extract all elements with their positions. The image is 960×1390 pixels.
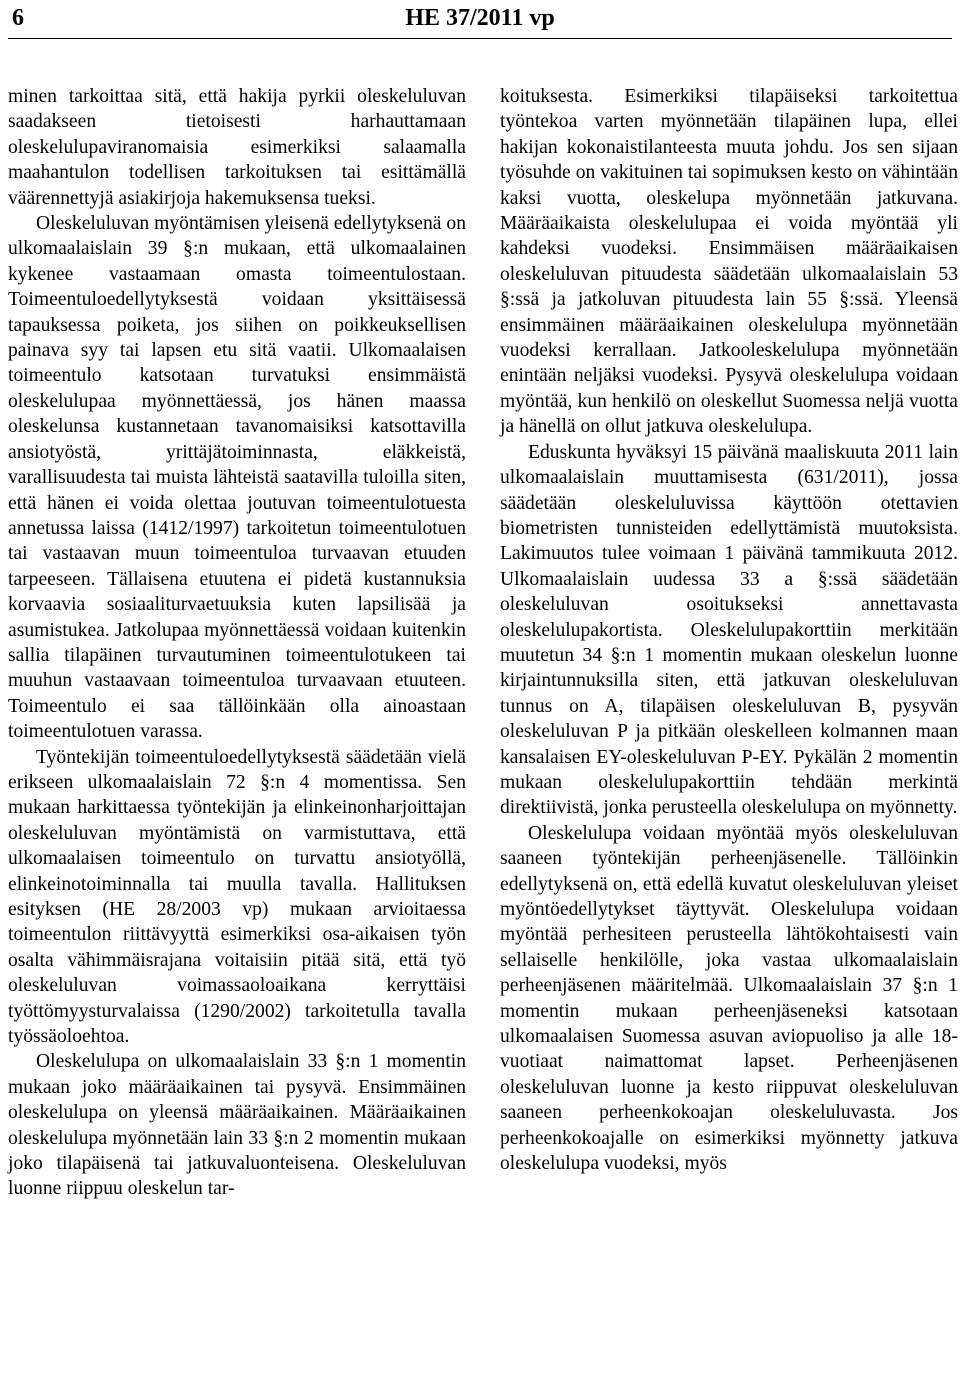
paragraph: koituksesta. Esimerkiksi tilapäiseksi tarkoitettua työntekoa varten myönnetään tilapäinen lupa, ellei hakijan kokonaistilanteesta muuta johdu. Jos sen sijaan työsuhde on vakituinen tai sopimuksen kesto on vähintään kaksi vuotta, oleskelupa myönnetään jatkuvana. Määräaikaista oleskelulupaa ei voida myöntää yli kahdeksi vuodeksi. Ensimmäisen määräaikaisen oleskeluluvan pituudesta säädetään ulkomaalaislain 53 §:ssä ja jatkoluvan pituudesta lain 55 §:ssä. Yleensä ensimmäinen määräaikainen oleskelulupa myönnetään vuodeksi kerrallaan. Jatkooleskelulupa myönnetään enintään neljäksi vuodeksi. Pysyvä oleskelulupa voidaan myöntää, kun henkilö on oleskellut Suomessa neljä vuotta ja hänellä on ollut jatkuva oleskelulupa. — [500, 86, 958, 438]
paragraph: Työntekijän toimeentuloedellytyksestä säädetään vielä erikseen ulkomaalaislain 72 §:n 4 momentissa. Sen mukaan harkittaessa työntekijän ja elinkeinonharjoittajan oleskeluluvan myöntämistä on varmistuttava, että ulkomaalaisen toimeentulo on turvattu ansiotyöllä, elinkeinotoiminnalla tai muulla tavalla. Hallituksen esityksen (HE 28/2003 vp) mukaan arvioitaessa toimeentulon riittävyyttä esimerkiksi osa-aikaisen työn osalta vähimmäisrajana voitaisiin pitää sitä, että työ oleskeluluvan voimassaoloaikana kerryttäisi työttömyysturvalaissa (1290/2002) tarkoitetulla tavalla työssäoloehtoa. — [8, 746, 466, 1048]
paragraph: minen tarkoittaa sitä, että hakija pyrkii oleskeluluvan saadakseen tietoisesti harhauttamaan oleskelulupaviranomaisia esimerkiksi salaamalla maahantulon todellisen tarkoituksen tai esittämällä väärennettyjä asiakirjoja hakemuksensa tueksi. — [8, 86, 466, 209]
left-column — [8, 84, 466, 1202]
paragraph: Oleskeluluvan myöntämisen yleisenä edellytyksenä on ulkomaalaislain 39 §:n mukaan, että ulkomaalainen kykenee vastaamaan omasta toimeentulostaan. Toimeentuloedellytyksestä voidaan yksittäisessä tapauksessa poiketa, jos siihen on poikkeuksellisen painava syy tai lapsen etu sitä vaatii. Ulkomaalaisen toimeentulo katsotaan turvatuksi ensimmäistä oleskelulupaa myönnettäessä, jos hänen maassa oleskelunsa kustannetaan tavanomaisiksi katsottavilla ansiotyöstä, yrittäjätoiminnasta, eläkkeistä, varallisuudesta tai muista lähteistä saatavilla tuloilla siten, että hänen ei voida olettaa joutuvan toimeentulotuesta annetussa laissa (1412/1997) tarkoitetun toimeentulotuen tai vastaavan muun toimeentuloa turvaavan etuuden tarpeeseen. Tällaisena etuutena ei pidetä kustannuksia korvaavia sosiaaliturvaetuuksia kuten lapsilisää ja asumistukea. Jatkolupaa myönnettäessä voidaan kuitenkin sallia tilapäinen turvautuminen toimeentulotukeen tai muuhun vastaavaan toimeentuloa turvaavaan etuuteen. Toimeentulo ei saa tällöinkään olla ainoastaan toimeentulotuen varassa. — [8, 213, 466, 743]
page-number: 6 — [12, 5, 24, 31]
document-id: HE 37/2011 vp — [405, 5, 555, 31]
right-column — [500, 84, 958, 1176]
paragraph: Eduskunta hyväksyi 15 päivänä maaliskuuta 2011 lain ulkomaalaislain muuttamisesta (631/2011), jossa säädetään oleskeluluvissa käyttöön otettavien biometristen tunnisteiden edellyttämistä muutoksista. Lakimuutos tulee voimaan 1 päivänä tammikuuta 2012. Ulkomaalaislain uudessa 33 a §:ssä säädetään oleskeluluvan osoitukseksi annettavasta oleskelulupakortista. Oleskelulupakorttiin merkitään muutetun 34 §:n 1 momentin mukaan oleskelun luonne kirjaintunnuksilla siten, että jatkuvan oleskeluluvan tunnus on A, tilapäisen oleskeluluvan B, pysyvän oleskeluluvan P ja pitkään oleskelleen kolmannen maan kansalaisen EY-oleskeluluvan P-EY. Pykälän 2 momentin mukaan oleskelulupakorttiin tehdään merkintä direktiivistä, jonka perusteella oleskelulupa on myönnetty. — [500, 441, 958, 819]
header-rule — [8, 38, 952, 39]
paragraph: Oleskelulupa on ulkomaalaislain 33 §:n 1 momentin mukaan joko määräaikainen tai pysyvä. Ensimmäinen oleskelulupa on yleensä määräaikainen. Määräaikainen oleskelulupa myönnetään lain 33 §:n 2 momentin mukaan joko tilapäisenä tai jatkuvaluonteisena. Oleskeluluvan luonne riippuu oleskelun tar- — [8, 1051, 466, 1200]
paragraph: Oleskelulupa voidaan myöntää myös oleskeluluvan saaneen työntekijän perheenjäsenelle. Tällöinkin edellytyksenä on, että edellä kuvatut oleskeluluvan yleiset myöntöedellytykset täyttyvät. Oleskelulupa voidaan myöntää perhesiteen perusteella lähtökohtaisesti vain sellaiselle henkilölle, joka vastaa ulkomaalaislain perheenjäsenen määritelmää. Ulkomaalaislain 37 §:n 1 momentin mukaan perheenjäseneksi katsotaan ulkomaalaisen Suomessa asuvan aviopuoliso ja alle 18-vuotiaat naimattomat lapset. Perheenjäsenen oleskeluluvan luonne ja kesto riippuvat oleskeluluvan saaneen perheenkokoajan oleskeluluvasta. Jos perheenkokoajalle on esimerkiksi myönnetty jatkuva oleskelulupa vuodeksi, myös — [500, 822, 958, 1175]
